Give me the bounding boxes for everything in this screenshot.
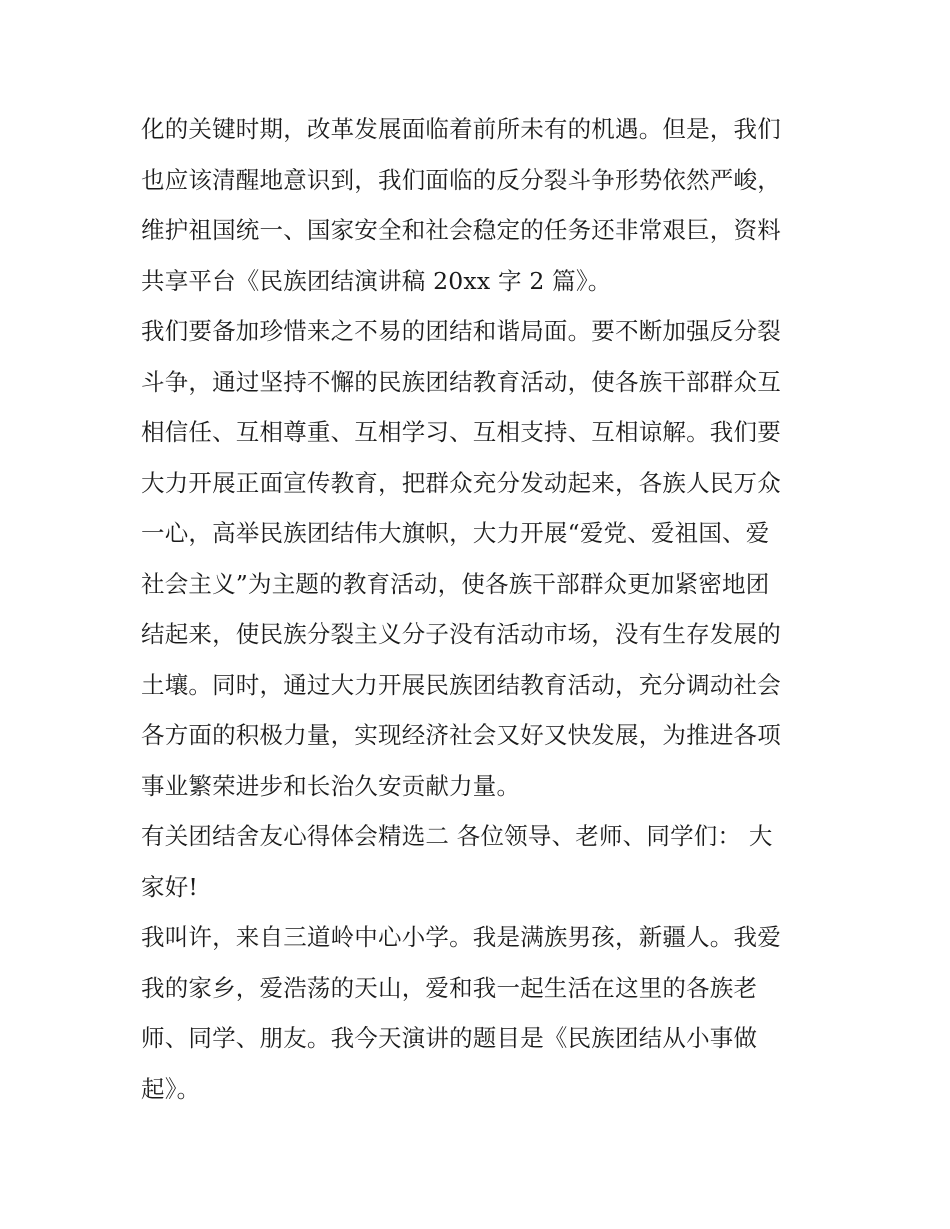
- text-line: 大力开展正面宣传教育，把群众充分发动起来，各族人民万众: [141, 468, 781, 497]
- text-line: 一心，高举民族团结伟大旗帜，大力开展“爱党、爱祖国、爱: [141, 519, 770, 547]
- text-line: 化的关键时期，改革发展面临着前所未有的机遇。但是，我们: [141, 115, 781, 143]
- text-line: 共享平台《民族团结演讲稿 20xx 字 2 篇》。: [141, 266, 612, 295]
- text-line: 我的家乡，爱浩荡的天山，爱和我一起生活在这里的各族老: [141, 973, 758, 1002]
- text-line: 起》。: [141, 1074, 201, 1103]
- text-line: 各方面的积极力量，实现经济社会又好又快发展，为推进各项: [141, 721, 781, 749]
- document-body: [141, 104, 813, 1114]
- text-line: 家好!: [141, 872, 199, 901]
- text-line: 师、同学、朋友。我今天演讲的题目是《民族团结从小事做: [141, 1024, 758, 1052]
- text-line: 我叫许，来自三道岭中心小学。我是满族男孩，新疆人。我爱: [141, 923, 781, 951]
- text-line: 社会主义”为主题的教育活动，使各族干部群众更加紧密地团: [141, 569, 770, 598]
- text-line: 有关团结舍友心得体会精选二 各位领导、老师、同学们： 大: [141, 822, 773, 850]
- text-line: 我们要备加珍惜来之不易的团结和谐局面。要不断加强反分裂: [141, 317, 781, 345]
- text-line: 也应该清醒地意识到，我们面临的反分裂斗争形势依然严峻，: [141, 165, 781, 194]
- text-line: 相信任、互相尊重、互相学习、互相支持、互相谅解。我们要: [141, 418, 781, 446]
- text-line: 事业繁荣进步和长治久安贡献力量。: [141, 771, 521, 800]
- text-line: 结起来，使民族分裂主义分子没有活动市场，没有生存发展的: [141, 620, 781, 648]
- text-line: 土壤。同时，通过大力开展民族团结教育活动，充分调动社会: [141, 670, 781, 699]
- text-line: 维护祖国统一、国家安全和社会稳定的任务还非常艰巨，资料: [141, 216, 781, 244]
- text-line: 斗争，通过坚持不懈的民族团结教育活动，使各族干部群众互: [141, 367, 781, 396]
